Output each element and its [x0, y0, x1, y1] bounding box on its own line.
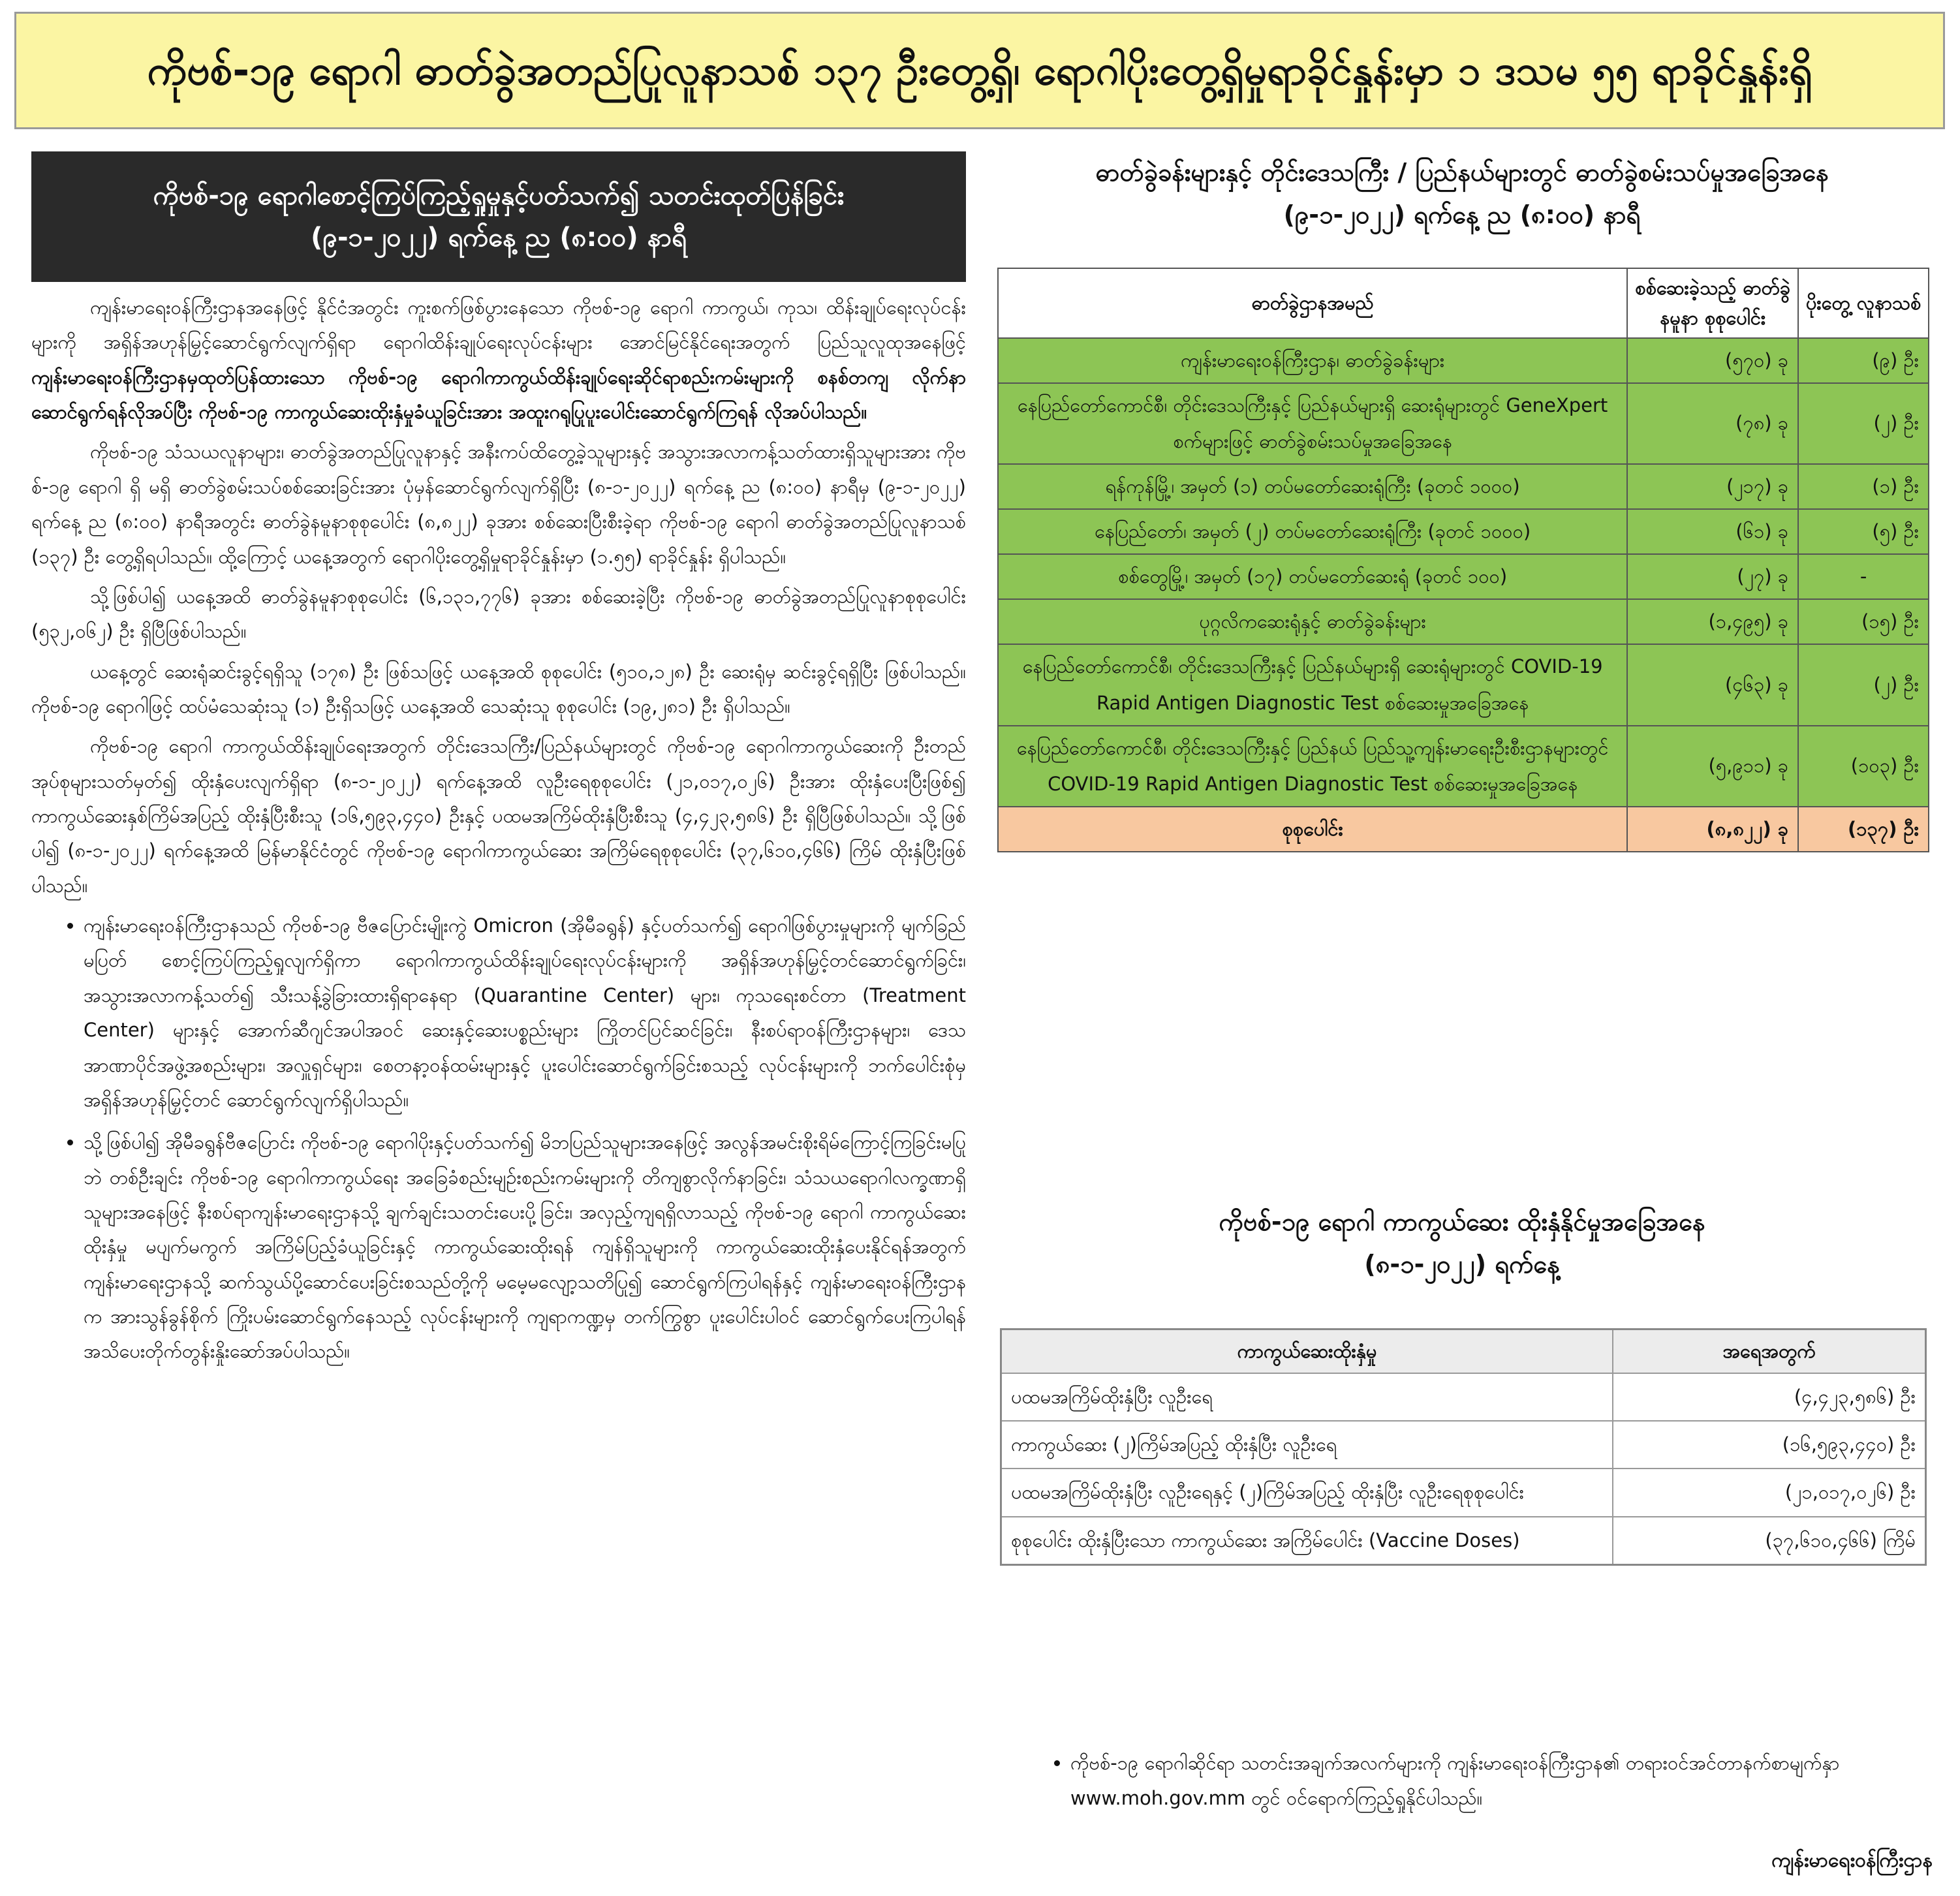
lab-name-cell: နေပြည်တော်ကောင်စီ၊ တိုင်းဒေသကြီးနှင့် ပြည်နယ် ပြည်သူ့ကျန်းမာရေးဦးစီးဌာနများတွင် COVID-19 Rapid Antigen Diagnostic Test စစ်ဆေးမှုအခြေအနေ — [998, 726, 1627, 807]
column-header-samples: စစ်ဆေးခဲ့သည့် ဓာတ်ခွဲနမူနာ စုစုပေါင်း — [1627, 268, 1798, 338]
vaccination-title — [992, 1201, 1932, 1285]
table-row — [998, 338, 1929, 383]
vaccination-count-cell: (၄,၄၂၃,၅၈၆) ဦး — [1613, 1373, 1925, 1421]
paragraph-5: ကိုဗစ်-၁၉ ရောဂါ ကာကွယ်ထိန်းချုပ်ရေးအတွက် တိုင်းဒေသကြီး/ပြည်နယ်များတွင် ကိုဗစ်-၁၉ ရောဂါကာကွယ်ဆေးကို ဦးတည်အုပ်စုများသတ်မှတ်၍ ထိုးနှံပေးလျက်ရှိရာ (၈-၁-၂၀၂၂) ရက်နေ့အထိ လူဦးရေစုစုပေါင်း (၂၁,၀၁၇,၀၂၆) ဦးအား ထိုးနှံပေးပြီးဖြစ်၍ ကာကွယ်ဆေးနှစ်ကြိမ်အပြည့် ထိုးနှံပြီးစီးသူ (၁၆,၅၉၃,၄၄၀) ဦးနှင့် ပထမအကြိမ်ထိုးနှံပြီးစီးသူ (၄,၄၂၃,၅၈၆) ဦး ရှိပြီဖြစ်ပါသည်။ သို့ဖြစ်ပါ၍ (၈-၁-၂၀၂၂) ရက်နေ့အထိ မြန်မာနိုင်ငံတွင် ကိုဗစ်-၁၉ ရောဂါကာကွယ်ဆေး အကြိမ်ရေစုစုပေါင်း (၃၇,၆၁၀,၄၆၆) ကြိမ် ထိုးနှံပြီးဖြစ်ပါသည်။ — [31, 735, 966, 897]
vaccination-item-cell: ပထမအကြိမ်ထိုးနှံပြီး လူဦးရေနှင့် (၂)ကြိမ်အပြည့် ထိုးနှံပြီး လူဦးရေစုစုပေါင်း — [1001, 1469, 1613, 1516]
positive-cell: (၁၀၃) ဦး — [1798, 726, 1929, 807]
table-row — [998, 383, 1929, 464]
positive-cell: (၂) ဦး — [1798, 383, 1929, 464]
column-header-lab-name: ဓာတ်ခွဲဌာနအမည် — [998, 268, 1627, 338]
lab-testing-title — [992, 151, 1932, 236]
samples-cell: (၇၈) ခု — [1627, 383, 1798, 464]
paragraph-1 — [31, 290, 966, 429]
headline-text: ကိုဗစ်-၁၉ ရောဂါ ဓာတ်ခွဲအတည်ပြုလူနာသစ် ၁၃၇ ဦးတွေ့ရှိ၊ ရောဂါပိုးတွေ့ရှိမှုရာခိုင်နှုန်းမှာ ၁ ဒသမ ၅၅ ရာခိုင်နှုန်းရှိ — [147, 46, 1812, 94]
samples-cell: (၆၁) ခု — [1627, 509, 1798, 554]
vaccination-count-cell: (၂၁,၀၁၇,၀၂၆) ဦး — [1613, 1469, 1925, 1516]
paragraph-4: ယနေ့တွင် ဆေးရုံဆင်းခွင့်ရရှိသူ (၁၇၈) ဦး ဖြစ်သဖြင့် ယနေ့အထိ စုစုပေါင်း (၅၁၀,၁၂၈) ဦး ဆေးရုံမှ ဆင်းခွင့်ရရှိပြီး ဖြစ်ပါသည်။ ကိုဗစ်-၁၉ ရောဂါဖြင့် ထပ်မံသေဆုံးသူ (၁) ဦးရှိသဖြင့် ယနေ့အထိ သေဆုံးသူ စုစုပေါင်း (၁၉,၂၈၁) ဦး ရှိပါသည်။ — [31, 660, 966, 717]
press-release-body — [31, 290, 966, 1883]
total-positive-cell: (၁၃၇) ဦး — [1798, 807, 1929, 852]
lab-name-cell: နေပြည်တော်ကောင်စီ၊ တိုင်းဒေသကြီးနှင့် ပြည်နယ်များရှိ ဆေးရုံများတွင် COVID-19 Rapid Antigen Diagnostic Test စစ်ဆေးမှုအခြေအနေ — [998, 644, 1627, 725]
headline-banner — [14, 12, 1945, 129]
positive-cell: (၅) ဦး — [1798, 509, 1929, 554]
column-header-count: အရေအတွက် — [1613, 1329, 1925, 1374]
press-release-heading — [31, 151, 966, 282]
table-row — [1001, 1373, 1926, 1421]
samples-cell: (၅,၉၁၁) ခု — [1627, 726, 1798, 807]
samples-cell: (၂၇) ခု — [1627, 554, 1798, 599]
positive-cell: (၁၅) ဦး — [1798, 599, 1929, 644]
positive-cell: - — [1798, 554, 1929, 599]
table-row — [998, 726, 1929, 807]
bullet-item-advice: • သို့ဖြစ်ပါ၍ အိုမီခရွန်ဗီဇပြောင်း ကိုဗစ်-၁၉ ရောဂါပိုးနှင့်ပတ်သက်၍ မိဘပြည်သူများအနေဖြင့် အလွန်အမင်းစိုးရိမ်ကြောင့်ကြခြင်းမပြုဘဲ တစ်ဦးချင်း ကိုဗစ်-၁၉ ရောဂါကာကွယ်ရေး အခြေခံစည်းမျဉ်းစည်းကမ်းများကို တိကျစွာလိုက်နာခြင်း၊ သံသယရောဂါလက္ခဏာရှိသူများအနေဖြင့် နီးစပ်ရာကျန်းမာရေးဌာနသို့ ချက်ချင်းသတင်းပေးပို့ခြင်း၊ အလှည့်ကျရရှိလာသည့် ကိုဗစ်-၁၉ ရောဂါ ကာကွယ်ဆေးထိုးနှံမှု မပျက်မကွက် အကြိမ်ပြည့်ခံယူခြင်းနှင့် ကာကွယ်ဆေးထိုးရန် ကျန်ရှိသူများကို ကာကွယ်ဆေးထိုးနှံပေးနိုင်ရန်အတွက် ကျန်းမာရေးဌာနသို့ ဆက်သွယ်ပို့ဆောင်ပေးခြင်းစသည်တို့ကို မမေ့မလျော့သတိပြု၍ ဆောင်ရွက်ကြပါရန်နှင့် ကျန်းမာရေးဝန်ကြီးဌာနက အားသွန်ခွန်စိုက် ကြိုးပမ်းဆောင်ရွက်နေသည့် လုပ်ငန်းများကို ကျရာကဏ္ဍမှ တက်ကြွစွာ ပူးပေါင်းပါဝင် ဆောင်ရွက်ပေးကြပါရန် အသိပေးတိုက်တွန်းနှိုးဆော်အပ်ပါသည်။ — [84, 1125, 966, 1369]
vaccination-count-cell: (၃၇,၆၁၀,၄၆၆) ကြိမ် — [1613, 1517, 1925, 1565]
positive-cell: (၉) ဦး — [1798, 338, 1929, 383]
paragraph-3: သို့ဖြစ်ပါ၍ ယနေ့အထိ ဓာတ်ခွဲနမူနာစုစုပေါင်း (၆,၁၃၁,၇၇၆) ခုအား စစ်ဆေးခဲ့ပြီး ကိုဗစ်-၁၉ ဓာတ်ခွဲအတည်ပြုလူနာစုစုပေါင်း (၅၃၂,၀၆၂) ဦး ရှိပြီဖြစ်ပါသည်။ — [31, 585, 966, 643]
table-row — [1001, 1469, 1926, 1516]
table-row — [998, 554, 1929, 599]
vaccination-title-line: ကိုဗစ်-၁၉ ရောဂါ ကာကွယ်ဆေး ထိုးနှံနိုင်မှုအခြေအနေ — [1219, 1207, 1705, 1236]
samples-cell: (၁,၄၉၅) ခု — [1627, 599, 1798, 644]
table-row — [1001, 1421, 1926, 1469]
press-release-datetime: (၉-၁-၂၀၂၂) ရက်နေ့ ည (၈:၀၀) နာရီ — [311, 223, 687, 253]
website-note — [1031, 1746, 1932, 1816]
samples-cell: (၅၇၀) ခု — [1627, 338, 1798, 383]
lab-name-cell: နေပြည်တော်၊ အမှတ် (၂) တပ်မတော်ဆေးရုံကြီး (ခုတင် ၁၀၀၀) — [998, 509, 1627, 554]
lab-name-cell: စစ်တွေမြို့၊ အမှတ် (၁၇) တပ်မတော်ဆေးရုံ (ခုတင် ၁၀၀) — [998, 554, 1627, 599]
vaccination-header-row — [1001, 1329, 1926, 1374]
lab-testing-header-row — [998, 268, 1929, 338]
paragraph-2: ကိုဗစ်-၁၉ သံသယလူနာများ၊ ဓာတ်ခွဲအတည်ပြုလူနာနှင့် အနီးကပ်ထိတွေ့ခဲ့သူများနှင့် အသွားအလာကန့်သတ်ထားရှိသူများအား ကိုဗစ်-၁၉ ရောဂါ ရှိ မရှိ ဓာတ်ခွဲစမ်းသပ်စစ်ဆေးခြင်းအား ပုံမှန်ဆောင်ရွက်လျက်ရှိပြီး (၈-၁-၂၀၂၂) ရက်နေ့ ည (၈:၀၀) နာရီမှ (၉-၁-၂၀၂၂) ရက်နေ့ ည (၈:၀၀) နာရီအတွင်း ဓာတ်ခွဲနမူနာစုစုပေါင်း (၈,၈၂၂) ခုအား စစ်ဆေးပြီးစီးခဲ့ရာ ကိုဗစ်-၁၉ ရောဂါ ဓာတ်ခွဲအတည်ပြုလူနာသစ် (၁၃၇) ဦး တွေ့ရှိရပါသည်။ ထို့ကြောင့် ယနေ့အတွက် ရောဂါပိုးတွေ့ရှိမှုရာခိုင်နှုန်းမှာ (၁.၅၅) ရာခိုင်နှုန်း ရှိပါသည်။ — [31, 441, 966, 568]
lab-name-cell: နေပြည်တော်ကောင်စီ၊ တိုင်းဒေသကြီးနှင့် ပြည်နယ်များရှိ ဆေးရုံများတွင် GeneXpert စက်များဖြင့် ဓာတ်ခွဲစမ်းသပ်မှုအခြေအနေ — [998, 383, 1627, 464]
lab-testing-table — [997, 268, 1929, 852]
table-row — [998, 599, 1929, 644]
paragraph-1-emphasis: ကျန်းမာရေးဝန်ကြီးဌာနမှထုတ်ပြန်ထားသော ကိုဗစ်-၁၉ ရောဂါကာကွယ်ထိန်းချုပ်ရေးဆိုင်ရာစည်းကမ်းများကို စနစ်တကျ လိုက်နာဆောင်ရွက်ရန်လိုအပ်ပြီး ကိုဗစ်-၁၉ ကာကွယ်ဆေးထိုးနှံမှုခံယူခြင်းအား အထူးဂရုပြုပူးပေါင်းဆောင်ရွက်ကြရန် လိုအပ်ပါသည်။ — [31, 365, 966, 424]
samples-cell: (၂၁၇) ခု — [1627, 464, 1798, 509]
press-release-title: ကိုဗစ်-၁၉ ရောဂါစောင့်ကြပ်ကြည့်ရှုမှုနှင့်ပတ်သက်၍ သတင်းထုတ်ပြန်ခြင်း — [153, 181, 845, 211]
paragraph-1-text: ကျန်းမာရေးဝန်ကြီးဌာနအနေဖြင့် နိုင်ငံအတွင်း ကူးစက်ဖြစ်ပွားနေသော ကိုဗစ်-၁၉ ရောဂါ ကာကွယ်၊ ကုသ၊ ထိန်းချုပ်ရေးလုပ်ငန်းများကို အရှိန်အဟုန်မြှင့်ဆောင်ရွက်လျက်ရှိရာ ရောဂါထိန်းချုပ်ရေးလုပ်ငန်းများ အောင်မြင်နိုင်ရေးအတွက် ပြည်သူလူထုအနေဖြင့် — [31, 296, 966, 354]
vaccination-count-cell: (၁၆,၅၉၃,၄၄၀) ဦး — [1613, 1421, 1925, 1469]
lab-name-cell: ပုဂ္ဂလိကဆေးရုံနှင့် ဓာတ်ခွဲခန်းများ — [998, 599, 1627, 644]
vaccination-item-cell: ပထမအကြိမ်ထိုးနှံပြီး လူဦးရေ — [1001, 1373, 1613, 1421]
positive-cell: (၁) ဦး — [1798, 464, 1929, 509]
table-row — [998, 509, 1929, 554]
column-header-positive: ပိုးတွေ့ လူနာသစ် — [1798, 268, 1929, 338]
table-row — [998, 464, 1929, 509]
vaccination-item-cell: စုစုပေါင်း ထိုးနှံပြီးသော ကာကွယ်ဆေး အကြိမ်ပေါင်း (Vaccine Doses) — [1001, 1517, 1613, 1565]
positive-cell: (၂) ဦး — [1798, 644, 1929, 725]
bullet-list — [31, 909, 966, 1369]
total-samples-cell: (၈,၈၂၂) ခု — [1627, 807, 1798, 852]
website-note-text: • ကိုဗစ်-၁၉ ရောဂါဆိုင်ရာ သတင်းအချက်အလက်များကို ကျန်းမာရေးဝန်ကြီးဌာန၏ တရားဝင်အင်တာနက်စာမျက်နှာ www.moh.gov.mm တွင် ဝင်ရောက်ကြည့်ရှုနိုင်ပါသည်။ — [1070, 1746, 1932, 1816]
bullet-item-omicron: • ကျန်းမာရေးဝန်ကြီးဌာနသည် ကိုဗစ်-၁၉ ဗီဇပြောင်းမျိုးကွဲ Omicron (အိုမီခရွန်) နှင့်ပတ်သက်၍ ရောဂါဖြစ်ပွားမှုများကို မျက်ခြည်မပြတ် စောင့်ကြပ်ကြည့်ရှုလျက်ရှိကာ ရောဂါကာကွယ်ထိန်းချုပ်ရေးလုပ်ငန်းများကို အရှိန်အဟုန်မြှင့်တင်ဆောင်ရွက်ခြင်း၊ အသွားအလာကန့်သတ်၍ သီးသန့်ခွဲခြားထားရှိရာနေရာ (Quarantine Center) များ၊ ကုသရေးစင်တာ (Treatment Center) များနှင့် အောက်ဆီဂျင်အပါအဝင် ဆေးနှင့်ဆေးပစ္စည်းများ ကြိုတင်ပြင်ဆင်ခြင်း၊ နီးစပ်ရာဝန်ကြီးဌာနများ၊ ဒေသအာဏာပိုင်အဖွဲ့အစည်းများ၊ အလှူရှင်များ၊ စေတနာ့ဝန်ထမ်းများနှင့် ပူးပေါင်းဆောင်ရွက်ခြင်းစသည့် လုပ်ငန်းများကို ဘက်ပေါင်းစုံမှ အရှိန်အဟုန်မြှင့်တင် ဆောင်ရွက်လျက်ရှိပါသည်။ — [84, 909, 966, 1117]
total-row — [998, 807, 1929, 852]
vaccination-date: (၈-၁-၂၀၂၂) ရက်နေ့ — [1364, 1249, 1560, 1279]
total-label-cell: စုစုပေါင်း — [998, 807, 1627, 852]
lab-name-cell: ကျန်းမာရေးဝန်ကြီးဌာန၊ ဓာတ်ခွဲခန်းများ — [998, 338, 1627, 383]
lab-name-cell: ရန်ကုန်မြို့၊ အမှတ် (၁) တပ်မတော်ဆေးရုံကြီး (ခုတင် ၁၀၀၀) — [998, 464, 1627, 509]
column-header-item: ကာကွယ်ဆေးထိုးနှံမှု — [1001, 1329, 1613, 1374]
table-row — [998, 644, 1929, 725]
lab-testing-title-line: ဓာတ်ခွဲခန်းများနှင့် တိုင်းဒေသကြီး / ပြည်နယ်များတွင် ဓာတ်ခွဲစမ်းသပ်မှုအခြေအနေ — [1095, 158, 1829, 187]
vaccination-item-cell: ကာကွယ်ဆေး (၂)ကြိမ်အပြည့် ထိုးနှံပြီး လူဦးရေ — [1001, 1421, 1613, 1469]
table-row — [1001, 1517, 1926, 1565]
samples-cell: (၄၆၃) ခု — [1627, 644, 1798, 725]
ministry-signature: ကျန်းမာရေးဝန်ကြီးဌာန — [1771, 1849, 1933, 1872]
vaccination-table — [1000, 1328, 1927, 1566]
lab-testing-datetime: (၉-၁-၂၀၂၂) ရက်နေ့ ည (၈:၀၀) နာရီ — [1283, 200, 1641, 229]
